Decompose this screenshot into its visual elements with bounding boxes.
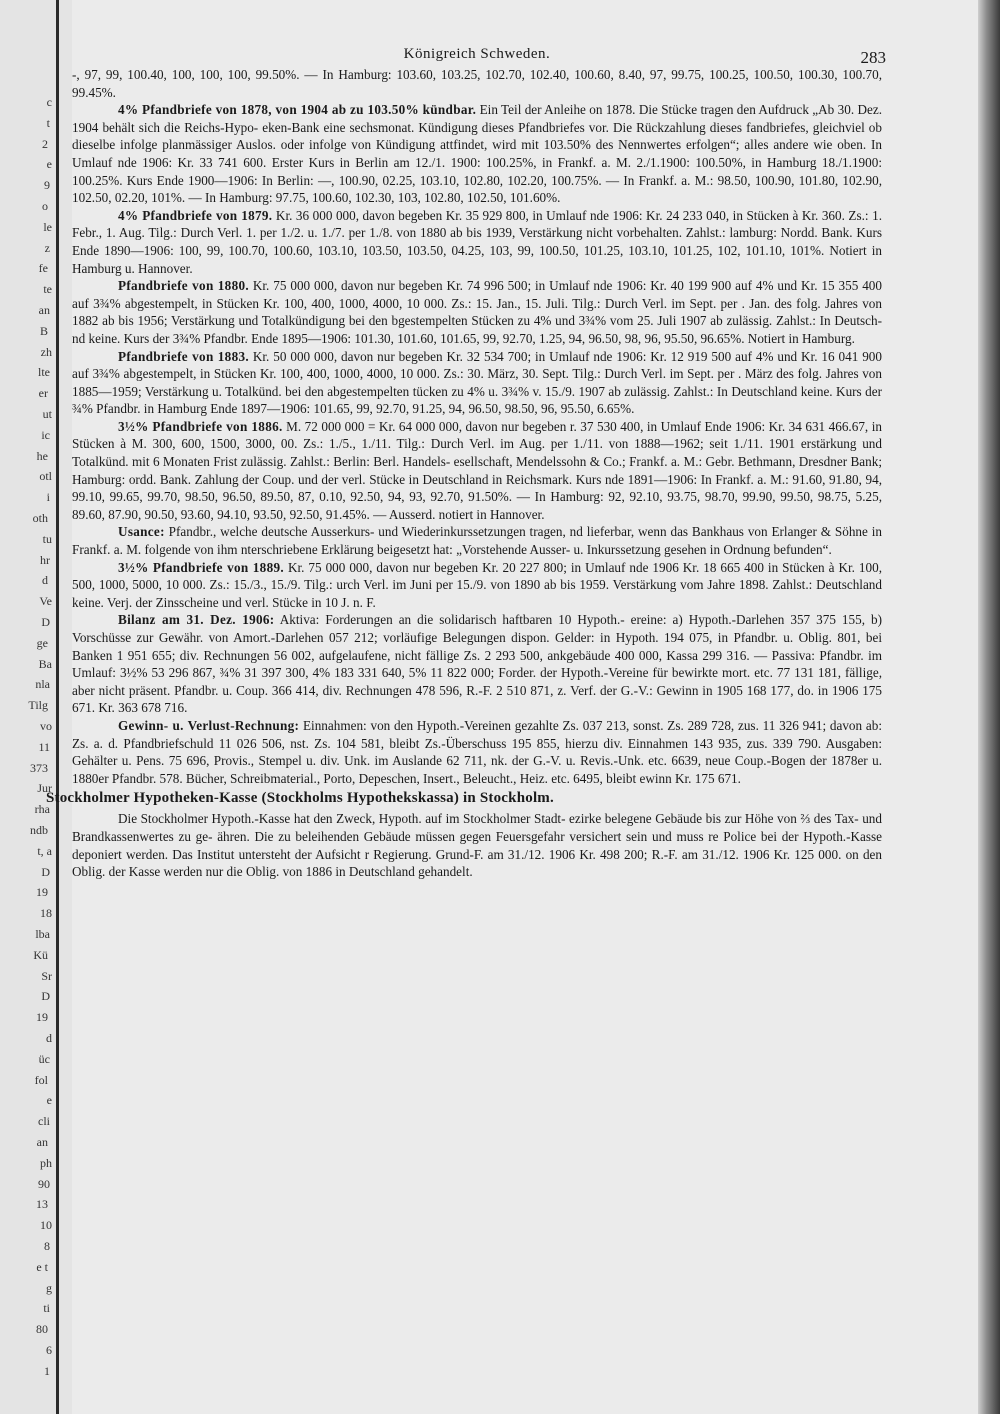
margin-fragment: vo xyxy=(40,719,52,733)
margin-fragment: g xyxy=(46,1280,52,1295)
margin-fragment: tu xyxy=(42,531,52,546)
margin-fragment: te xyxy=(43,282,52,297)
paragraph-heading: 4% Pfandbriefe von 1878, von 1904 ab zu 103.50% kündbar. xyxy=(118,102,477,118)
margin-fragment: Jur xyxy=(37,781,52,796)
margin-fragment: ph xyxy=(40,1155,52,1170)
adjacent-page-strip xyxy=(0,0,72,1414)
paragraph-text: Kr. 36 000 000, davon begeben Kr. 35 929 800, in Umlauf nde 1906: Kr. 24 233 040, in Stücken à Kr. 360. Zs.: 1. Febr., 1. Aug. Tilg.: Durch Verl. 1. per 1./2. u. 1./7. per 1./8. von 1880 ab bis 1939, Verstärkung nicht vorbehalten. Zahlst.: lamburg: Nordd. Bank. Kurs Ende 1890—1906: 100, 99, 100.70, 100.60, 103.10, 103.50, 103.50, 04.25, 103, 99, 100.50, 101.25, 103.10, 101.25, 102, 101.10, 101%. Notiert in Hamburg u. Hannover. xyxy=(72,207,882,276)
margin-fragment: 1 xyxy=(44,1363,50,1378)
margin-fragment: lba xyxy=(35,927,50,941)
margin-fragment: e xyxy=(46,157,52,172)
margin-fragment: 90 xyxy=(38,1176,50,1191)
paragraph xyxy=(72,523,882,558)
margin-fragment: ge xyxy=(36,635,48,650)
paragraph xyxy=(72,418,882,524)
paragraph-text: M. 72 000 000 = Kr. 64 000 000, davon nur begeben r. 37 530 400, in Umlauf Ende 1906: Kr. 34 631 466.67, in Stücken à M. 300, 600, 1500, 3000, 00. Zs.: 1./5., 1./11. Tilg.: Durch Verl. im Aug. per 1./11. von 1888—1962; seit 1./11. 1901 erstärkung und Totalkünd. mit 6 Monaten Frist zulässig. Zahlst.: Berlin: Berl. Handels- esellschaft, Mendelssohn & Co.; Frankf. a. M.: Gebr. Bethmann, Dresdner Bank; Hamburg: ordd. Bank. Zahlung der Coup. und der verl. Stücke in Deutschland in Reichsmark. Kurs nde 1891—1906: In Frankf. a. M.: 91.60, 91.80, 94, 99.10, 99.65, 99.70, 98.50, 96.50, 89.50, 87, 0.10, 92.50, 94, 93, 92.70, 91.50%. — In Hamburg: 92, 92.10, 93.75, 98.70, 99.90, 99.50, 98.75, 5.25, 89.60, 87.90, 90.50, 93.60, 94.10, 93.50, 92.50, 91.45%. — Ausserd. notiert in Hannover. xyxy=(72,418,882,522)
margin-fragment: 11 xyxy=(38,739,50,754)
margin-fragment: 373 xyxy=(30,760,48,775)
paragraph xyxy=(72,559,882,612)
paragraph-text: Aktiva: Forderungen an die solidarisch haftbaren 10 Hypoth.- ereine: a) Hypoth.-Darlehen 357 375 155, b) Vorschüsse zur Gewähr. von Amort.-Darlehen 057 212; vorläufige Belegungen dispon. Gelder: in Hypoth. 194 075, in Pfandbr. u. Oblig. 801, bei Banken 1 951 655; div. Rechnungen 56 002, aufgelaufene, nicht fällige Zs. 2 293 500, ankgebäude 400 000, Kassa 299 316. — Passiva: Pfandbr. im Umlauf: 3½% 53 296 867, ¾% 31 397 300, 4% 183 331 640, 5% 11 822 000; Forder. der Hypoth.-Vereine für bewirkte mort. etc. 77 131 181, fällige, aber nicht präsent. Pfandbr. u. Coup. 366 414, div. Rechnungen 478 596, R.-F. 2 510 871, z. Verf. der G.-V.: Gewinn in 1905 168 177, do. in 1906 175 671. Kr. 363 678 716. xyxy=(72,612,882,716)
margin-fragment: ut xyxy=(42,407,52,421)
margin-fragment: otl xyxy=(39,469,52,484)
paragraph-text: Ein Teil der Anleihe on 1878. Die Stücke tragen den Aufdruck „Ab 30. Dez. 1904 behält sich die Reichs-Hypo- eken-Bank eine sechsmonat. Kündigung dieses Pfandbriefes vor. Die Rückzahlung dieses fandbriefes, gleichviel ob dieselbe infolge planmässiger Auslos. oder infolge von Kündigung attfindet, wird mit 103.50% des Nennwertes erfolgen“; alles andere wie oben. In Umlauf nde 1906: Kr. 33 741 600. Erster Kurs in Berlin am 12./1. 1900: 100.25%, in Frankf. a. M. 2./1.1900: 100.50%, in Hamburg 18./1.1900: 100.25%. Kurs Ende 1900—1906: In Berlin: —, 100.90, 02.25, 103.10, 102.80, 102.20, 100.75%. — In Frankf. a. M.: 98.50, 100.90, 101.80, 102.90, 102.50, 02.20, 101%. — In Hamburg: 97.75, 100.60, 102.30, 103, 102.80, 102.50, 101.60%. xyxy=(72,102,882,206)
paragraph xyxy=(72,348,882,418)
margin-fragment: Ba xyxy=(38,656,52,671)
margin-fragment: d xyxy=(46,1031,52,1045)
paragraph-heading: 3½% Pfandbriefe von 1889. xyxy=(118,559,284,575)
margin-fragment: ic xyxy=(41,427,50,442)
margin-fragment: 13 xyxy=(36,1197,48,1212)
margin-fragment: fe xyxy=(38,261,48,276)
margin-fragment: lte xyxy=(38,365,50,380)
margin-fragment: t xyxy=(46,115,50,130)
margin-fragment: 8 xyxy=(44,1239,50,1253)
margin-fragment: z xyxy=(44,240,50,255)
margin-fragment: üc xyxy=(38,1051,50,1066)
margin-fragment: D xyxy=(41,864,50,879)
margin-fragment: cli xyxy=(38,1114,50,1129)
margin-fragment: oth xyxy=(32,511,48,525)
margin-fragment: 2 xyxy=(42,136,48,151)
margin-fragment: ti xyxy=(43,1301,50,1316)
margin-fragment: o xyxy=(42,199,48,213)
margin-fragment: hr xyxy=(40,552,50,567)
paragraph xyxy=(72,277,882,347)
margin-fragment: zh xyxy=(40,344,52,359)
paragraph-heading: Usance: xyxy=(118,524,165,540)
page-number: 283 xyxy=(860,48,886,67)
section-heading: Stockholmer Hypotheken-Kasse (Stockholms Hypothekskassa) in Stockholm. xyxy=(46,790,554,807)
paragraph xyxy=(72,717,882,787)
margin-fragment: i xyxy=(46,490,50,505)
paragraph-text: Kr. 50 000 000, davon nur begeben Kr. 32 534 700; in Umlauf nde 1906: Kr. 12 919 500 auf 4% und Kr. 16 041 900 auf 3¾% abgestempelt, in Stücken Kr. 100, 400, 1000, 4000, 10 000. Zs.: 30. März, 30. Sept. Tilg.: Durch Verl. im Sept. per . März des folg. Jahres von 1885—1959; Verstärkung u. Totalkünd. bei den abgestempelten tücken zu 4% u. 3¾% v. 15./9. 1907 ab zulässig. Zahlst.: In Deutschland keine. Kurs der ¾% Pfandbr. in Hamburg Ende 1897—1906: 101.65, 99, 92.70, 91.25, 94, 96.50, 98.50, 96, 95.50, 6.65%. xyxy=(72,348,882,417)
margin-fragment: Sr xyxy=(41,968,52,983)
margin-fragment: er xyxy=(38,386,48,401)
margin-fragment: Kü xyxy=(33,947,48,962)
margin-fragment: rha xyxy=(34,802,50,817)
paragraph-heading: Gewinn- u. Verlust-Rechnung: xyxy=(118,717,300,733)
margin-fragment: 10 xyxy=(40,1218,52,1233)
paragraph xyxy=(72,611,882,717)
section-text: Die Stockholmer Hypoth.-Kasse hat den Zweck, Hypoth. auf im Stockholmer Stadt- ezirke belegene Gebäude bis zur Höhe von ⅔ des Tax- und Brandkassenwertes zu ge- ähren. Die zu beleihenden Gebäude müssen gegen Feuersgefahr versichert sein und muss re Police bei der Hypoth.-Kasse deponiert werden. Das Institut untersteht der Aufsicht r Regierung. Grund-F. am 31./12. 1906 Kr. 498 200; R.-F. am 31./12. 1906 Kr. 125 000. on den Oblig. der Kasse werden nur die Oblig. von 1886 in Deutschland gehandelt. xyxy=(72,811,882,880)
margin-fragment: an xyxy=(38,303,50,317)
page-gutter-edge xyxy=(56,0,59,1414)
margin-fragment: e xyxy=(46,1093,52,1108)
margin-fragment: Tilg xyxy=(28,698,48,713)
margin-fragment: 19 xyxy=(36,1010,48,1025)
margin-fragment: le xyxy=(43,219,52,234)
margin-fragment: d xyxy=(42,573,48,588)
paragraph xyxy=(72,101,882,207)
paragraph xyxy=(72,207,882,277)
margin-fragment: t, a xyxy=(37,843,52,858)
paragraph-text: Einnahmen: von den Hypoth.-Vereinen gezahlte Zs. 037 213, sonst. Zs. 289 728, zus. 11 326 941; davon ab: Zs. a. d. Pfandbriefschuld 11 026 506, nst. Zs. 104 581, bleibt Zs.-Überschuss 195 855, hierzu div. Einnahmen 143 935, zus. 339 790. Ausgaben: Gehälter u. Pens. 75 696, Provis., Stempel u. div. Unk. im Auslande 62 711, nk. der G.-V. u. Revis.-Unk. etc. 6639, neue Coup.-Bogen der 1878er u. 1880er Pfandbr. 578. Bücher, Schreibmaterial., Porto, Depeschen, Insert., Beleucht., Heiz. etc. 6495, bleibt ewinn Kr. 175 671. xyxy=(72,717,883,786)
paragraph-heading: Pfandbriefe von 1883. xyxy=(118,348,249,364)
margin-fragment: fol xyxy=(34,1072,48,1087)
paragraph-heading: 4% Pfandbriefe von 1879. xyxy=(118,207,273,223)
margin-fragment: he xyxy=(36,448,48,463)
paragraph xyxy=(72,66,882,101)
paragraph-heading: Pfandbriefe von 1880. xyxy=(118,278,249,294)
margin-fragment: 9 xyxy=(44,178,50,193)
margin-fragment: nla xyxy=(35,677,50,692)
paragraph-text: Pfandbr., welche deutsche Ausserkurs- und Wiederinkurssetzungen tragen, nd lieferbar, wenn das Bankhaus von Erlanger & Söhne in Frankf. a. M. folgende von ihm nterschriebene Erklärung beigesetzt hat: „Vorstehende Ausser- u. Inkurssetzung gesehen in Ordnung befunden“. xyxy=(72,524,882,558)
running-head xyxy=(72,30,886,67)
margin-fragment: B xyxy=(39,323,48,338)
margin-fragment: D xyxy=(41,989,50,1004)
margin-fragment: c xyxy=(46,95,52,109)
paragraph-text: Kr. 75 000 000, davon nur begeben Kr. 74 996 500; in Umlauf nde 1906: Kr. 40 199 900 auf 4% und Kr. 15 355 400 auf 3¾% abgestempelt, in Stücken Kr. 100, 400, 1000, 4000, 10 000. Zs.: 15. Jan., 15. Juli. Tilg.: Durch Verl. im Sept. per . Jan. des folg. Jahres von 1882 ab bis 1956; Verstärkung und Totalkündigung bei den bgestempelten Stücken zu 4% und 3¾% vom 25. Juli 1907 ab zulässig. Zahlst.: In Deutsch- nd keine. Kurs der 3¾% Pfandbr. Ende 1895—1906: 101.30, 101.60, 101.65, 99, 92.70, 1.25, 94, 96.50, 98, 96, 95.50, 96.65%. Notiert in Hamburg. xyxy=(72,278,882,346)
page-title: Königreich Schweden. xyxy=(403,46,551,62)
book-edge-shadow xyxy=(978,0,1000,1414)
paragraph-text: Kr. 75 000 000, davon nur begeben Kr. 20 227 800; in Umlauf nde 1906 Kr. 18 665 400 in Stücken à Kr. 100, 500, 1000, 5000, 10 000. Zs.: 15./3., 15./9. Tilg.: urch Verl. im Juni per 15./9. von 1890 ab bis 1959. Verstärkung vom Jahre 1898. Zahlst.: Deutschland keine. Verj. der Zinsscheine und verl. Stücke in 10 J. n. F. xyxy=(72,559,882,610)
margin-fragment: 6 xyxy=(46,1343,52,1357)
margin-fragment: D xyxy=(41,615,50,629)
margin-fragment: 18 xyxy=(40,906,52,921)
paragraph-text: -, 97, 99, 100.40, 100, 100, 100, 99.50%. — In Hamburg: 103.60, 103.25, 102.70, 102.40, 100.60, 8.40, 97, 99.75, 100.25, 100.50, 100.30, 100.70, 99.45%. xyxy=(72,67,882,100)
margin-fragment: ndb xyxy=(30,823,48,837)
margin-fragment: e t xyxy=(36,1259,48,1274)
paragraph-heading: 3½% Pfandbriefe von 1886. xyxy=(118,418,283,434)
margin-fragment: Ve xyxy=(39,594,52,609)
margin-fragment: 80 xyxy=(36,1322,48,1337)
margin-fragment: 19 xyxy=(36,885,48,900)
margin-fragment: an xyxy=(36,1135,48,1149)
paragraph-heading: Bilanz am 31. Dez. 1906: xyxy=(118,612,275,628)
